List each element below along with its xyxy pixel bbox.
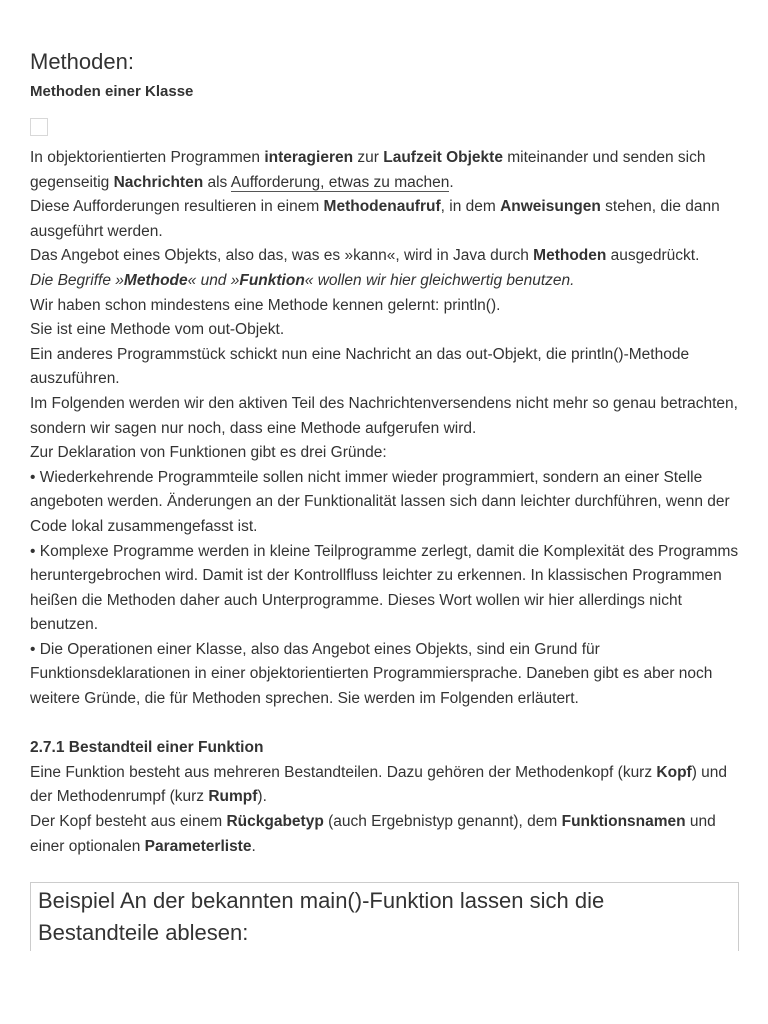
checkbox[interactable] (30, 118, 48, 136)
page-title: Methoden: (30, 49, 134, 74)
paragraph-7: Ein anderes Programmstück schickt nun eine Nachricht an das out-Objekt, die println()-Methode auszuführen. (30, 345, 690, 388)
paragraph-6: Sie ist eine Methode vom out-Objekt. (30, 321, 285, 339)
bullet-item: • Wiederkehrende Programmteile sollen nicht immer wieder programmiert, sondern an einer Stelle angeboten werden. Änderungen an der Funktionalität lassen sich dann leichter durchführen, wenn der Code lokal zusammengefasst ist. (30, 468, 730, 535)
paragraph-9: Zur Deklaration von Funktionen gibt es drei Gründe: (30, 444, 387, 462)
section-paragraph-1: Eine Funktion besteht aus mehreren Bestandteilen. Dazu gehören der Methodenkopf (kurz Kopf) und der Methodenrumpf (kurz Rumpf). (30, 763, 728, 806)
paragraph-3: Das Angebot eines Objekts, also das, was es »kann«, wird in Java durch Methoden ausgedrückt. (30, 247, 700, 265)
paragraph-4: Die Begriffe »Methode« und »Funktion« wollen wir hier gleichwertig benutzen. (30, 271, 575, 289)
paragraph-8: Im Folgenden werden wir den aktiven Teil des Nachrichtenversendens nicht mehr so genau betrachten, sondern wir sagen nur noch, dass eine Methode aufgerufen wird. (30, 394, 738, 437)
paragraph-2: Diese Aufforderungen resultieren in einem Methodenaufruf, in dem Anweisungen stehen, die dann ausgeführt werden. (30, 198, 720, 240)
bullet-item: • Komplexe Programme werden in kleine Teilprogramme zerlegt, damit die Komplexität des Programms heruntergebrochen wird. Damit ist der Kontrollfluss leichter zu erkennen. In klassischen Programmen heißen die Methoden daher auch Unterprogramme. Dieses Wort wollen wir hier allerdings nicht benutzen. (30, 542, 739, 634)
underlined-phrase: Aufforderung, etwas zu machen (230, 173, 450, 191)
section-paragraph-2: Der Kopf besteht aus einem Rückgabetyp (auch Ergebnistyp genannt), dem Funktionsnamen und einer optionalen Parameterliste. (30, 813, 716, 855)
bullet-item: • Die Operationen einer Klasse, also das Angebot eines Objekts, sind ein Grund für Funktionsdeklarationen in einer objektorientierten Programmiersprache. Daneben gibt es aber noch weitere Gründe, die für Methoden sprechen. Sie werden im Folgenden erläutert. (30, 640, 713, 708)
document-body (30, 146, 740, 859)
page-subtitle: Methoden einer Klasse (30, 83, 194, 100)
paragraph-5: Wir haben schon mindestens eine Methode kennen gelernt: println(). (30, 296, 501, 314)
example-box: Beispiel An der bekannten main()-Funktion lassen sich die Bestandteile ablesen: (30, 882, 739, 951)
paragraph-1: In objektorientierten Programmen interagieren zur Laufzeit Objekte miteinander und senden sich gegenseitig Nachrichten als Aufforderung, etwas zu machen. (30, 149, 706, 191)
section-bestandteil (30, 736, 740, 859)
document-page (30, 44, 740, 859)
section-heading: 2.7.1 Bestandteil einer Funktion (30, 739, 264, 757)
